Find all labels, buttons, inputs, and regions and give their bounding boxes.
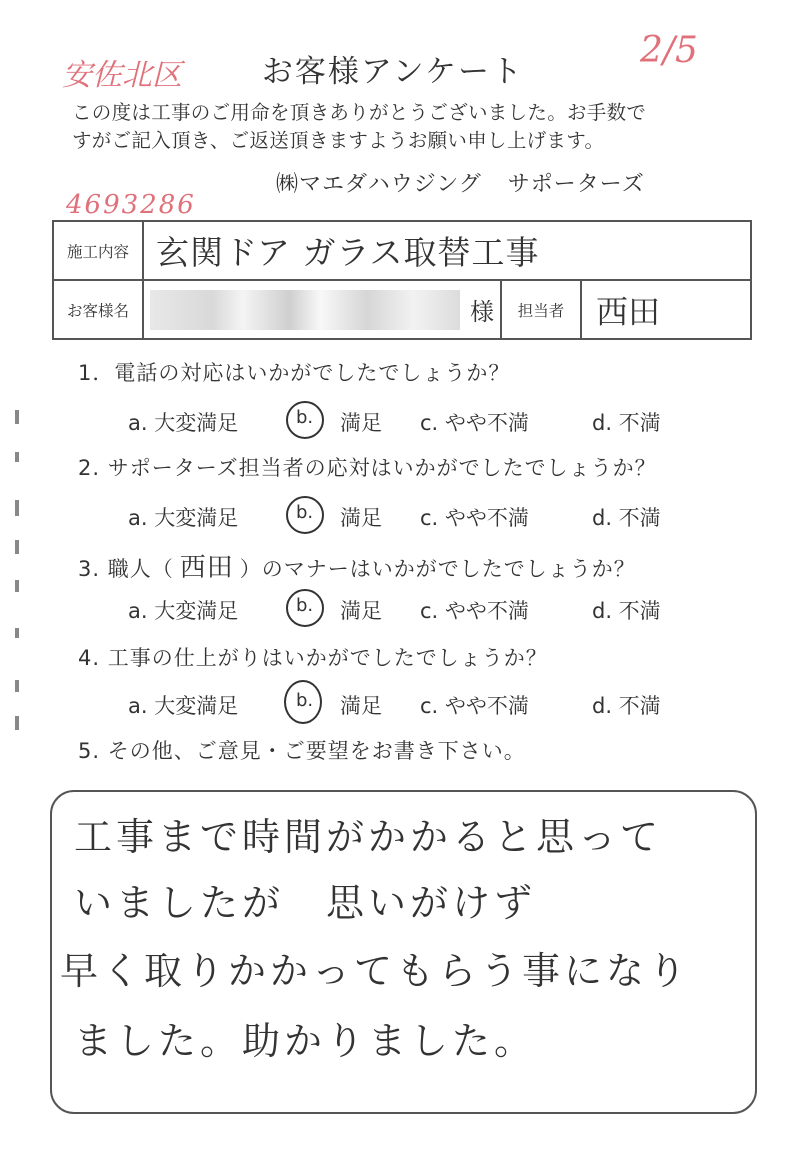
scan-mark xyxy=(15,410,19,424)
scan-mark xyxy=(15,580,19,592)
survey-title: お客様アンケート xyxy=(261,54,525,90)
comment-line-3: 早く取りかかってもらう事になり xyxy=(60,949,691,993)
question-3 xyxy=(78,547,636,584)
q1-option-d: d. 不満 xyxy=(592,411,661,435)
company-label: ㈱マエダハウジング xyxy=(276,172,482,197)
q2-option-b: b. xyxy=(296,502,314,523)
q4-option-d: d. 不満 xyxy=(592,694,661,718)
q4-option-c: c. やや不満 xyxy=(420,694,529,718)
q1-option-c: c. やや不満 xyxy=(420,411,529,435)
scan-mark xyxy=(15,540,19,554)
question-1: 1．電話の対応はいかがでしたでしょうか？ xyxy=(78,361,511,385)
scan-mark xyxy=(15,628,19,638)
q2-option-b-label: 満足 xyxy=(340,506,382,530)
page-fraction-annotation: 2/5 xyxy=(640,30,698,71)
comment-line-4: ました。助かりました。 xyxy=(74,1019,537,1063)
work-value: 玄関ドア ガラス取替工事 xyxy=(143,221,751,280)
intro-line-1: この度は工事のご用命を頂きありがとうございました。お手数で xyxy=(72,101,647,124)
q4-option-b-label: 満足 xyxy=(340,694,382,718)
q2-option-c: c. やや不満 xyxy=(420,506,529,530)
intro-line-2: すがご記入頂き、ご返送頂きますようお願い申し上げます。 xyxy=(72,129,605,152)
customer-name-redacted xyxy=(143,280,464,339)
scan-mark xyxy=(15,716,19,730)
q3-option-b-label: 満足 xyxy=(340,599,382,623)
info-table xyxy=(52,220,752,340)
q3-option-d: d. 不満 xyxy=(592,599,661,623)
question-3-suffix: ）のマナーはいかがでしたでしょうか？ xyxy=(239,557,636,581)
question-3-prefix: 3. 職人（ xyxy=(78,557,174,581)
q4-option-a: a. 大変満足 xyxy=(128,694,239,718)
q2-option-a: a. 大変満足 xyxy=(128,506,239,530)
customer-suffix: 様 xyxy=(464,280,501,339)
q1-option-a: a. 大変満足 xyxy=(128,411,239,435)
question-3-craftsman: 西田 xyxy=(179,553,234,583)
q3-option-c: c. やや不満 xyxy=(420,599,529,623)
q4-option-b: b. xyxy=(296,690,314,711)
staff-label: 担当者 xyxy=(501,280,581,339)
customer-id-annotation: 4693286 xyxy=(66,190,196,220)
company-team-label: サポーターズ xyxy=(507,172,645,197)
q3-option-a: a. 大変満足 xyxy=(128,599,239,623)
staff-value: 西田 xyxy=(581,280,751,339)
scan-mark xyxy=(15,680,19,692)
comment-line-2: いましたが 思いがけず xyxy=(74,881,537,925)
work-label: 施工内容 xyxy=(53,221,143,280)
scan-mark xyxy=(15,500,19,516)
q3-option-b: b. xyxy=(296,595,314,616)
company-name xyxy=(276,167,645,198)
district-annotation: 安佐北区 xyxy=(62,58,182,93)
customer-label: お客様名 xyxy=(53,280,143,339)
q2-option-d: d. 不満 xyxy=(592,506,661,530)
question-5: 5. その他、ご意見・ご要望をお書き下さい。 xyxy=(78,739,526,763)
q1-option-b: b. xyxy=(296,407,314,428)
comment-line-1: 工事まで時間がかかると思って xyxy=(74,815,663,859)
scan-mark xyxy=(15,452,19,462)
question-2: 2. サポーターズ担当者の応対はいかがでしたでしょうか？ xyxy=(78,456,657,480)
question-4: 4. 工事の仕上がりはいかがでしたでしょうか？ xyxy=(78,646,548,670)
q1-option-b-label: 満足 xyxy=(340,411,382,435)
